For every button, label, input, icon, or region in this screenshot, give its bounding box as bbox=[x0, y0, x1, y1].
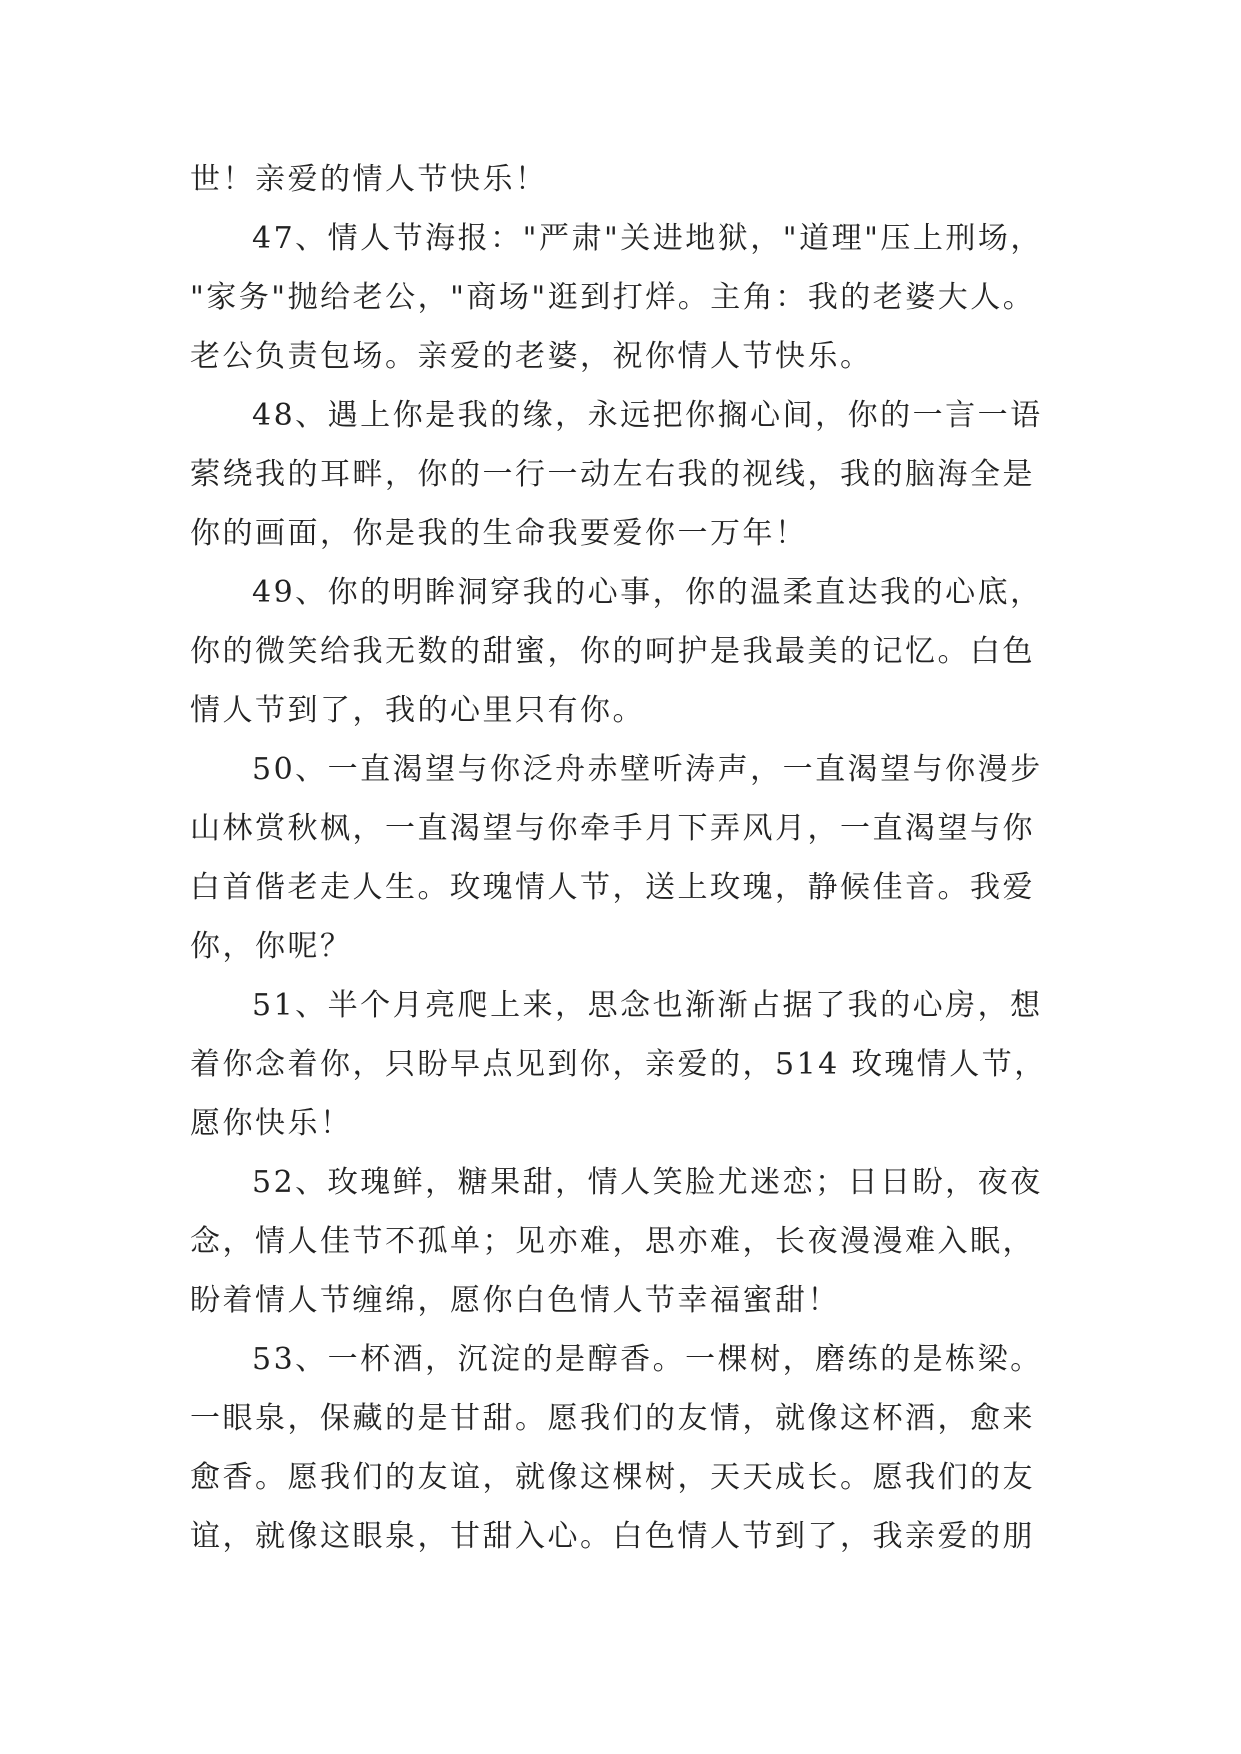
text-line-20: 盼着情人节缠绵，愿你白色情人节幸福蜜甜！ bbox=[190, 1283, 840, 1318]
text-line-24: 谊，就像这眼泉，甘甜入心。白色情人节到了，我亲爱的朋 bbox=[190, 1519, 1035, 1554]
text-line-6: 萦绕我的耳畔，你的一行一动左右我的视线，我的脑海全是 bbox=[190, 457, 1035, 492]
text-line-2: 47、情人节海报："严肃"关进地狱，"道理"压上刑场， bbox=[252, 221, 1043, 256]
text-line-21: 53、一杯酒，沉淀的是醇香。一棵树，磨练的是栋梁。 bbox=[252, 1342, 1043, 1377]
text-line-22: 一眼泉，保藏的是甘甜。愿我们的友情，就像这杯酒，愈来 bbox=[190, 1401, 1035, 1436]
text-line-13: 白首偕老走人生。玫瑰情人节，送上玫瑰，静候佳音。我爱 bbox=[190, 870, 1035, 905]
text-line-18: 52、玫瑰鲜，糖果甜，情人笑脸尤迷恋；日日盼，夜夜 bbox=[252, 1165, 1043, 1200]
text-line-8: 49、你的明眸洞穿我的心事，你的温柔直达我的心底， bbox=[252, 575, 1043, 610]
text-line-3: "家务"抛给老公，"商场"逛到打烊。主角：我的老婆大人。 bbox=[190, 280, 1036, 315]
text-line-23: 愈香。愿我们的友谊，就像这棵树，天天成长。愿我们的友 bbox=[190, 1460, 1035, 1495]
text-line-11: 50、一直渴望与你泛舟赤壁听涛声，一直渴望与你漫步 bbox=[252, 752, 1043, 787]
text-line-12: 山林赏秋枫，一直渴望与你牵手月下弄风月，一直渴望与你 bbox=[190, 811, 1035, 846]
text-line-9: 你的微笑给我无数的甜蜜，你的呵护是我最美的记忆。白色 bbox=[190, 634, 1035, 669]
text-line-7: 你的画面，你是我的生命我要爱你一万年！ bbox=[190, 516, 808, 551]
text-line-15: 51、半个月亮爬上来，思念也渐渐占据了我的心房，想 bbox=[252, 988, 1043, 1023]
text-line-14: 你，你呢？ bbox=[190, 929, 353, 964]
text-line-1: 世！亲爱的情人节快乐！ bbox=[190, 162, 548, 197]
text-line-10: 情人节到了，我的心里只有你。 bbox=[190, 693, 645, 728]
text-line-5: 48、遇上你是我的缘，永远把你搁心间，你的一言一语 bbox=[252, 398, 1043, 433]
text-line-4: 老公负责包场。亲爱的老婆，祝你情人节快乐。 bbox=[190, 339, 873, 374]
document-body bbox=[190, 150, 1060, 1566]
text-line-19: 念，情人佳节不孤单；见亦难，思亦难，长夜漫漫难入眠， bbox=[190, 1224, 1035, 1259]
text-line-17: 愿你快乐！ bbox=[190, 1106, 353, 1141]
text-line-16: 着你念着你，只盼早点见到你，亲爱的，514 玫瑰情人节， bbox=[190, 1047, 1047, 1082]
